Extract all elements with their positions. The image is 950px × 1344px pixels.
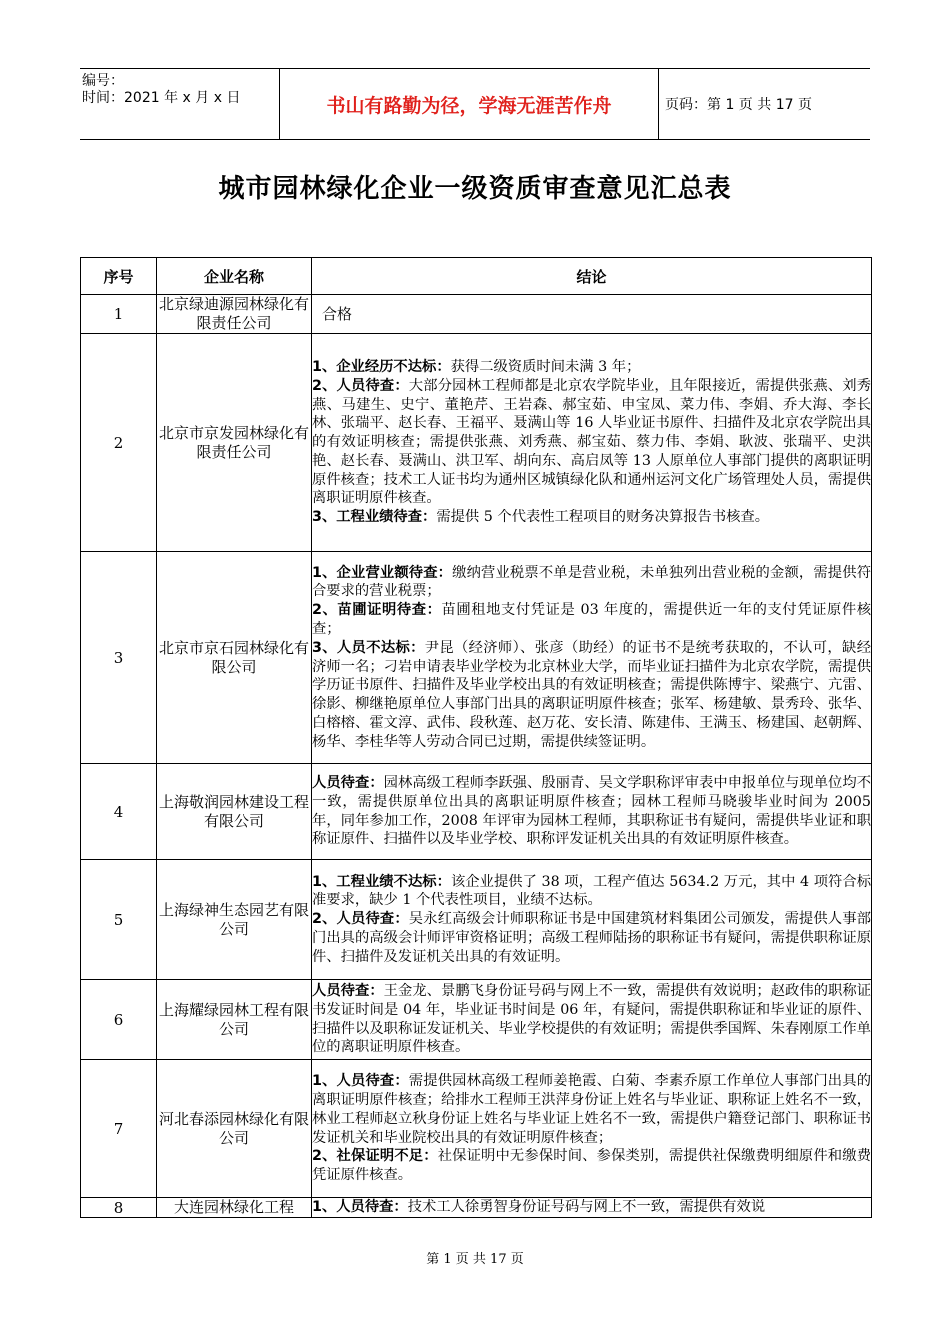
conclusion-item-label: 1、人员待查： [312, 1199, 408, 1216]
header-motto: 书山有路勤为径，学海无涯苦作舟 [280, 69, 659, 139]
row-conclusion [312, 980, 872, 1060]
table-row [81, 980, 872, 1060]
conclusion-item-text: 需提供园林高级工程师姜艳霞、白菊、李素乔原工作单位人事部门出具的离职证明原件核查；给排水工程师王洪萍身份证上姓名与毕业证、职称证上姓名不一致，林业工程师赵立秋身份证上姓名与毕业证上姓名不一致，需提供户籍登记部门、职称证书发证机关和毕业院校出具的有效证明原件核查； [312, 1073, 871, 1146]
conclusion-item-text: 苗圃租地支付凭证是 03 年度的，需提供近一年的支付凭证原件核查； [312, 602, 872, 637]
row-conclusion [312, 764, 872, 860]
conclusion-item [312, 982, 871, 1057]
conclusion-item-label: 2、苗圃证明待查： [312, 602, 442, 619]
row-seq: 2 [81, 334, 157, 552]
conclusion-item-text: 需提供 5 个代表性工程项目的财务决算报告书核查。 [436, 509, 770, 526]
conclusion-item-label: 1、人员待查： [312, 1073, 409, 1090]
header-meta [80, 69, 280, 139]
row-company-name: 大连园林绿化工程 [157, 1198, 312, 1218]
conclusion-item [312, 774, 871, 849]
conclusion-item-label: 3、人员不达标： [312, 639, 425, 656]
conclusion-item-label: 1、企业营业额待查： [312, 564, 453, 581]
table-row [81, 1060, 872, 1198]
number-label: 编号： [82, 73, 124, 89]
row-company-name: 河北春添园林绿化有限公司 [157, 1060, 312, 1198]
conclusion-item-text: 王金龙、景鹏飞身份证号码与网上不一致，需提供有效说明；赵政伟的职称证书发证时间是 04 年，毕业证书时间是 06 年，有疑问，需提供职称证和毕业证的原件、扫描件以及职称证发证机关、毕业学校提供的有效证明；需提供季国辉、朱春刚原工作单位的离职证明原件核查。 [312, 982, 871, 1056]
conclusion-item [312, 601, 871, 639]
conclusion-item-label: 2、人员待查： [312, 911, 409, 928]
row-company-name: 上海绿神生态园艺有限公司 [157, 860, 312, 980]
conclusion-item [312, 639, 871, 752]
conclusion-item-text: 技术工人徐勇智身份证号码与网上不一致，需提供有效说 [407, 1199, 766, 1216]
table-row [81, 552, 872, 764]
conclusion-item-text: 大部分园林工程师都是北京农学院毕业，且年限接近，需提供张燕、刘秀燕、马建生、史宁、董艳芹、王岩森、郝宝茹、申宝凤、菜力伟、李娟、乔大海、李长林、张瑞平、赵长春、王福平、聂满山等 16 人毕业证书原件、扫描件及北京农学院出具的有效证明核查；需提供张燕、刘秀燕、郝宝茹、蔡力伟、李娟、耿波、张瑞平、史洪艳、赵长春、聂满山、洪卫军、胡向东、高启凤等 13 人原单位人事部门提供的离职证明原件核查；技术工人证书均为通州区城镇绿化队和通州运河文化广场管理处人员，需提供离职证明原件核查。 [312, 377, 871, 507]
conclusion-item-text: 缴纳营业税票不单是营业税，未单独列出营业税的金额，需提供符合要求的营业税票； [312, 564, 871, 600]
conclusion-item [312, 1198, 871, 1217]
row-conclusion [312, 1060, 872, 1198]
table-header-row [81, 258, 872, 295]
page-footer: 第 1 页 共 17 页 [426, 1252, 524, 1267]
conclusion-item-label: 2、人员待查： [312, 377, 409, 394]
row-seq: 8 [81, 1198, 157, 1218]
conclusion-item-label: 人员待查： [312, 982, 384, 999]
row-conclusion [312, 860, 872, 980]
table-row [81, 1198, 872, 1218]
row-conclusion [312, 552, 872, 764]
header-company-name: 企业名称 [157, 258, 312, 295]
header-seq: 序号 [81, 258, 157, 295]
conclusion-item-text: 吴永红高级会计师职称证书是中国建筑材料集团公司颁发，需提供人事部门出具的高级会计师评审资格证明；高级工程师陆扬的职称证书有疑问，需提供职称证原件、扫描件及发证机关出具的有效证明。 [312, 911, 871, 965]
conclusion-item-label: 人员待查： [312, 774, 384, 791]
conclusion-item-label: 1、企业经历不达标： [312, 358, 451, 375]
document-header [80, 68, 870, 140]
row-seq: 7 [81, 1060, 157, 1198]
review-summary-table [80, 257, 872, 1218]
conclusion-item [312, 873, 871, 911]
header-conclusion: 结论 [312, 258, 872, 295]
conclusion-item-text: 社保证明中无参保时间、参保类别，需提供社保缴费明细原件和缴费凭证原件核查。 [312, 1148, 871, 1184]
header-page-info: 页码：第 1 页 共 17 页 [665, 97, 812, 113]
document-title: 城市园林绿化企业一级资质审查意见汇总表 [218, 174, 732, 204]
conclusion-item [322, 305, 871, 324]
table-body [81, 295, 872, 1218]
row-seq: 6 [81, 980, 157, 1060]
conclusion-item-text: 合格 [322, 304, 353, 323]
row-company-name: 上海敬润园林建设工程有限公司 [157, 764, 312, 860]
conclusion-item [312, 377, 871, 509]
table-row [81, 295, 872, 334]
conclusion-item-text: 获得二级资质时间未满 3 年； [450, 358, 641, 375]
conclusion-item-text: 尹昆（经济师）、张彦（助经）的证书不是统考获取的，不认可，缺经济师一名；刁岩申请表毕业学校为北京林业大学，而毕业证扫描件为北京农学院，需提供学历证书原件、扫描件及毕业学校出具的有效证明核查；需提供陈博宇、梁燕宁、亢雷、徐影、柳继艳原单位人事部门出具的离职证明原件核查；张军、杨建敏、景秀玲、张华、白榕榕、霍文淳、武伟、段秋莲、赵万花、安长清、陈建伟、王满玉、杨建国、赵朝辉、杨华、李桂华等人劳动合同已过期，需提供续签证明。 [312, 639, 871, 750]
table-row [81, 764, 872, 860]
conclusion-item-label: 2、社保证明不足： [312, 1148, 438, 1165]
row-company-name: 北京市京石园林绿化有限公司 [157, 552, 312, 764]
conclusion-item-text: 园林高级工程师李跃强、殷丽青、吴文学职称评审表中申报单位与现单位均不一致，需提供原单位出具的离职证明原件核查；园林工程师马晓骏毕业时间为 2005 年，同年参加工作，2008 年评审为园林工程师，其职称证书有疑问，需提供毕业证和职称证原件、扫描件以及毕业学校、职称评发证机关出具的有效证明原件核查。 [312, 774, 871, 848]
conclusion-item-text: 该企业提供了 38 项，工程产值达 5634.2 万元，其中 4 项符合标准要求，缺少 1 个代表性项目，业绩不达标。 [312, 873, 871, 909]
row-company-name: 上海耀绿园林工程有限公司 [157, 980, 312, 1060]
row-company-name: 北京绿迪源园林绿化有限责任公司 [157, 295, 312, 334]
conclusion-item [312, 508, 871, 527]
table-row [81, 334, 872, 552]
row-seq: 4 [81, 764, 157, 860]
row-seq: 3 [81, 552, 157, 764]
row-company-name: 北京市京发园林绿化有限责任公司 [157, 334, 312, 552]
conclusion-item-label: 3、工程业绩待查： [312, 509, 437, 526]
conclusion-item [312, 564, 871, 602]
conclusion-item [312, 1147, 871, 1185]
row-seq: 1 [81, 295, 157, 334]
row-seq: 5 [81, 860, 157, 980]
conclusion-item [312, 358, 871, 377]
table-row [81, 860, 872, 980]
row-conclusion [312, 295, 872, 334]
conclusion-item [312, 910, 871, 966]
conclusion-item-label: 1、工程业绩不达标： [312, 873, 451, 890]
conclusion-item [312, 1072, 871, 1147]
row-conclusion [312, 334, 872, 552]
row-conclusion [312, 1198, 872, 1218]
time-label: 时间：2021 年 x 月 x 日 [82, 90, 241, 106]
